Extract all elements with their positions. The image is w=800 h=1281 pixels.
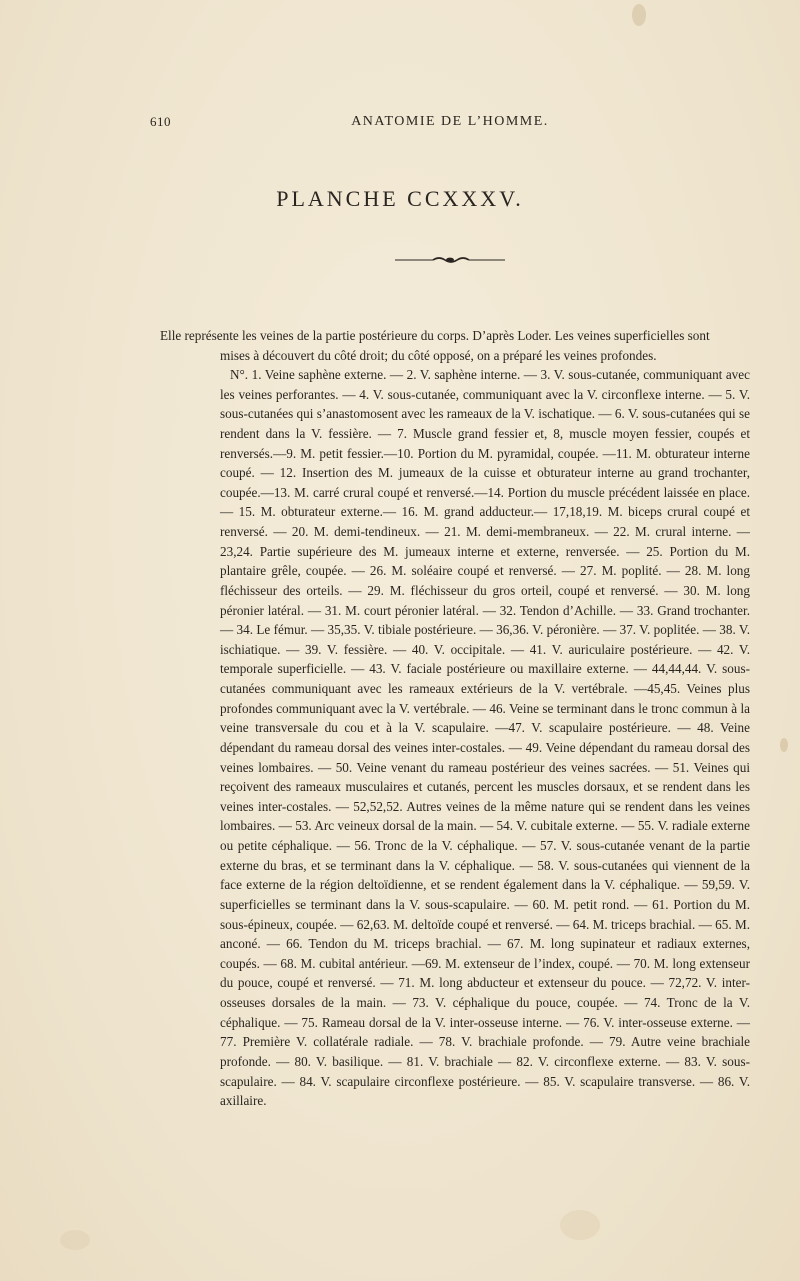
running-title: ANATOMIE DE L’HOMME. [351,114,549,129]
page-number: 610 [150,114,171,129]
ornament-divider [395,254,505,266]
intro-continuation: mises à découvert du côté droit; du côté opposé, on a préparé les veines profondes. [220,347,657,363]
intro-first-line: Elle représente les veines de la partie postérieure du corps. D’après Loder. Les veines superficielles sont [160,328,710,343]
intro-paragraph [160,326,750,365]
foxing-stain [60,1230,90,1250]
page-header [150,114,750,134]
plate-title: PLANCHE CCXXXV. [276,186,524,211]
foxing-stain [560,1210,600,1240]
plate-legend-text: N°. 1. Veine saphène externe. — 2. V. saphène interne. — 3. V. sous-cutanée, communiquant avec les veines perforantes. — 4. V. sous-cutanée, communiquant avec la V. circonflexe interne. — 5. V. sous-cutanées qui s’anastomosent avec les rameaux de la V. ischatique. — 6. V. sous-cutanées qui se rendent dans la V. fessière. — 7. Muscle grand fessier et, 8, muscle moyen fessier, coupés et renversés.—9. M. petit fessier.—10. Portion du M. pyramidal, coupée. —11. M. obturateur interne coupé. — 12. Insertion des M. jumeaux de la cuisse et obturateur interne au grand trochanter, coupée.—13. M. carré crural coupé et renversé.—14. Portion du muscle précédent laissée en place.— 15. M. obturateur externe.— 16. M. grand adducteur.— 17,18,19. M. biceps crural coupé et renversé. — 20. M. demi-tendineux. — 21. M. demi-membraneux. — 22. M. crural interne. — 23,24. Partie supérieure des M. jumeaux interne et externe, renversée. — 25. Portion du M. plantaire grêle, coupée. — 26. M. soléaire coupé et renversé. — 27. M. poplité. — 28. M. long fléchisseur des orteils. — 29. M. fléchisseur du gros orteil, coupé et renversé. — 30. M. long péronier latéral. — 31. M. court péronier latéral. — 32. Tendon d’Achille. — 33. Grand trochanter. — 34. Le fémur. — 35,35. V. tibiale postérieure. — 36,36. V. péronière. — 37. V. poplitée. — 38. V. ischiatique. — 39. V. fessière. — 40. V. occipitale. — 41. V. auriculaire postérieure. — 42. V. temporale superficielle. — 43. V. faciale postérieure ou maxillaire externe. — 44,44,44. V. sous-cutanées communiquant avec les rameaux extérieurs de la V. vertébrale. —45,45. Veines plus profondes communiquant avec la V. vertébrale. — 46. Veine se terminant dans le tronc commun à la veine transversale du cou et à la V. scapulaire. —47. V. scapulaire postérieure. — 48. Veine dépendant du rameau dorsal des veines inter-costales. — 49. Veine dépendant du rameau dorsal des veines lombaires. — 50. Veine venant du rameau postérieur des veines sacrées. — 51. Veines qui reçoivent des rameaux musculaires et cutanés, percent les muscles dorsaux, et se rendent dans les veines inter-costales. — 52,52,52. Autres veines de la même nature qui se rendent dans les veines lombaires. — 53. Arc veineux dorsal de la main. — 54. V. cubitale externe. — 55. V. radiale externe ou petite céphalique. — 56. Tronc de la V. céphalique. — 57. V. sous-cutanée venant de la partie externe du bras, et se terminant dans la V. céphalique. — 58. V. sous-cutanées qui viennent de la face externe de la région deltoïdienne, et se rendent également dans la V. céphalique. — 59,59. V. superficielles se terminant dans la V. sous-scapulaire. — 60. M. petit rond. — 61. Portion du M. sous-épineux, coupée. — 62,63. M. deltoïde coupé et renversé. — 64. M. triceps brachial. — 65. M. anconé. — 66. Tendon du M. triceps brachial. — 67. M. long supinateur et radiaux externes, coupés. — 68. M. cubital antérieur. —69. M. extenseur de l’index, coupé. — 70. M. long extenseur du pouce, coupé et renversé. — 71. M. long abducteur et extenseur du pouce. — 72,72. V. inter-osseuses dorsales de la main. — 73. V. céphalique du pouce, coupée. — 74. Tronc de la V. céphalique. — 75. Rameau dorsal de la V. inter-osseuse interne. — 76. V. inter-osseuse externe. — 77. Première V. collatérale radiale. — 78. V. brachiale profonde. — 79. Autre veine brachiale profonde. — 80. V. basilique. — 81. V. brachiale — 82. V. circonflexe externe. — 83. V. sous-scapulaire. — 84. V. scapulaire circonflexe postérieure. — 85. V. scapulaire transverse. — 86. V. axillaire. [220,367,750,1109]
foxing-stain [780,738,788,752]
foxing-stain [632,4,646,26]
